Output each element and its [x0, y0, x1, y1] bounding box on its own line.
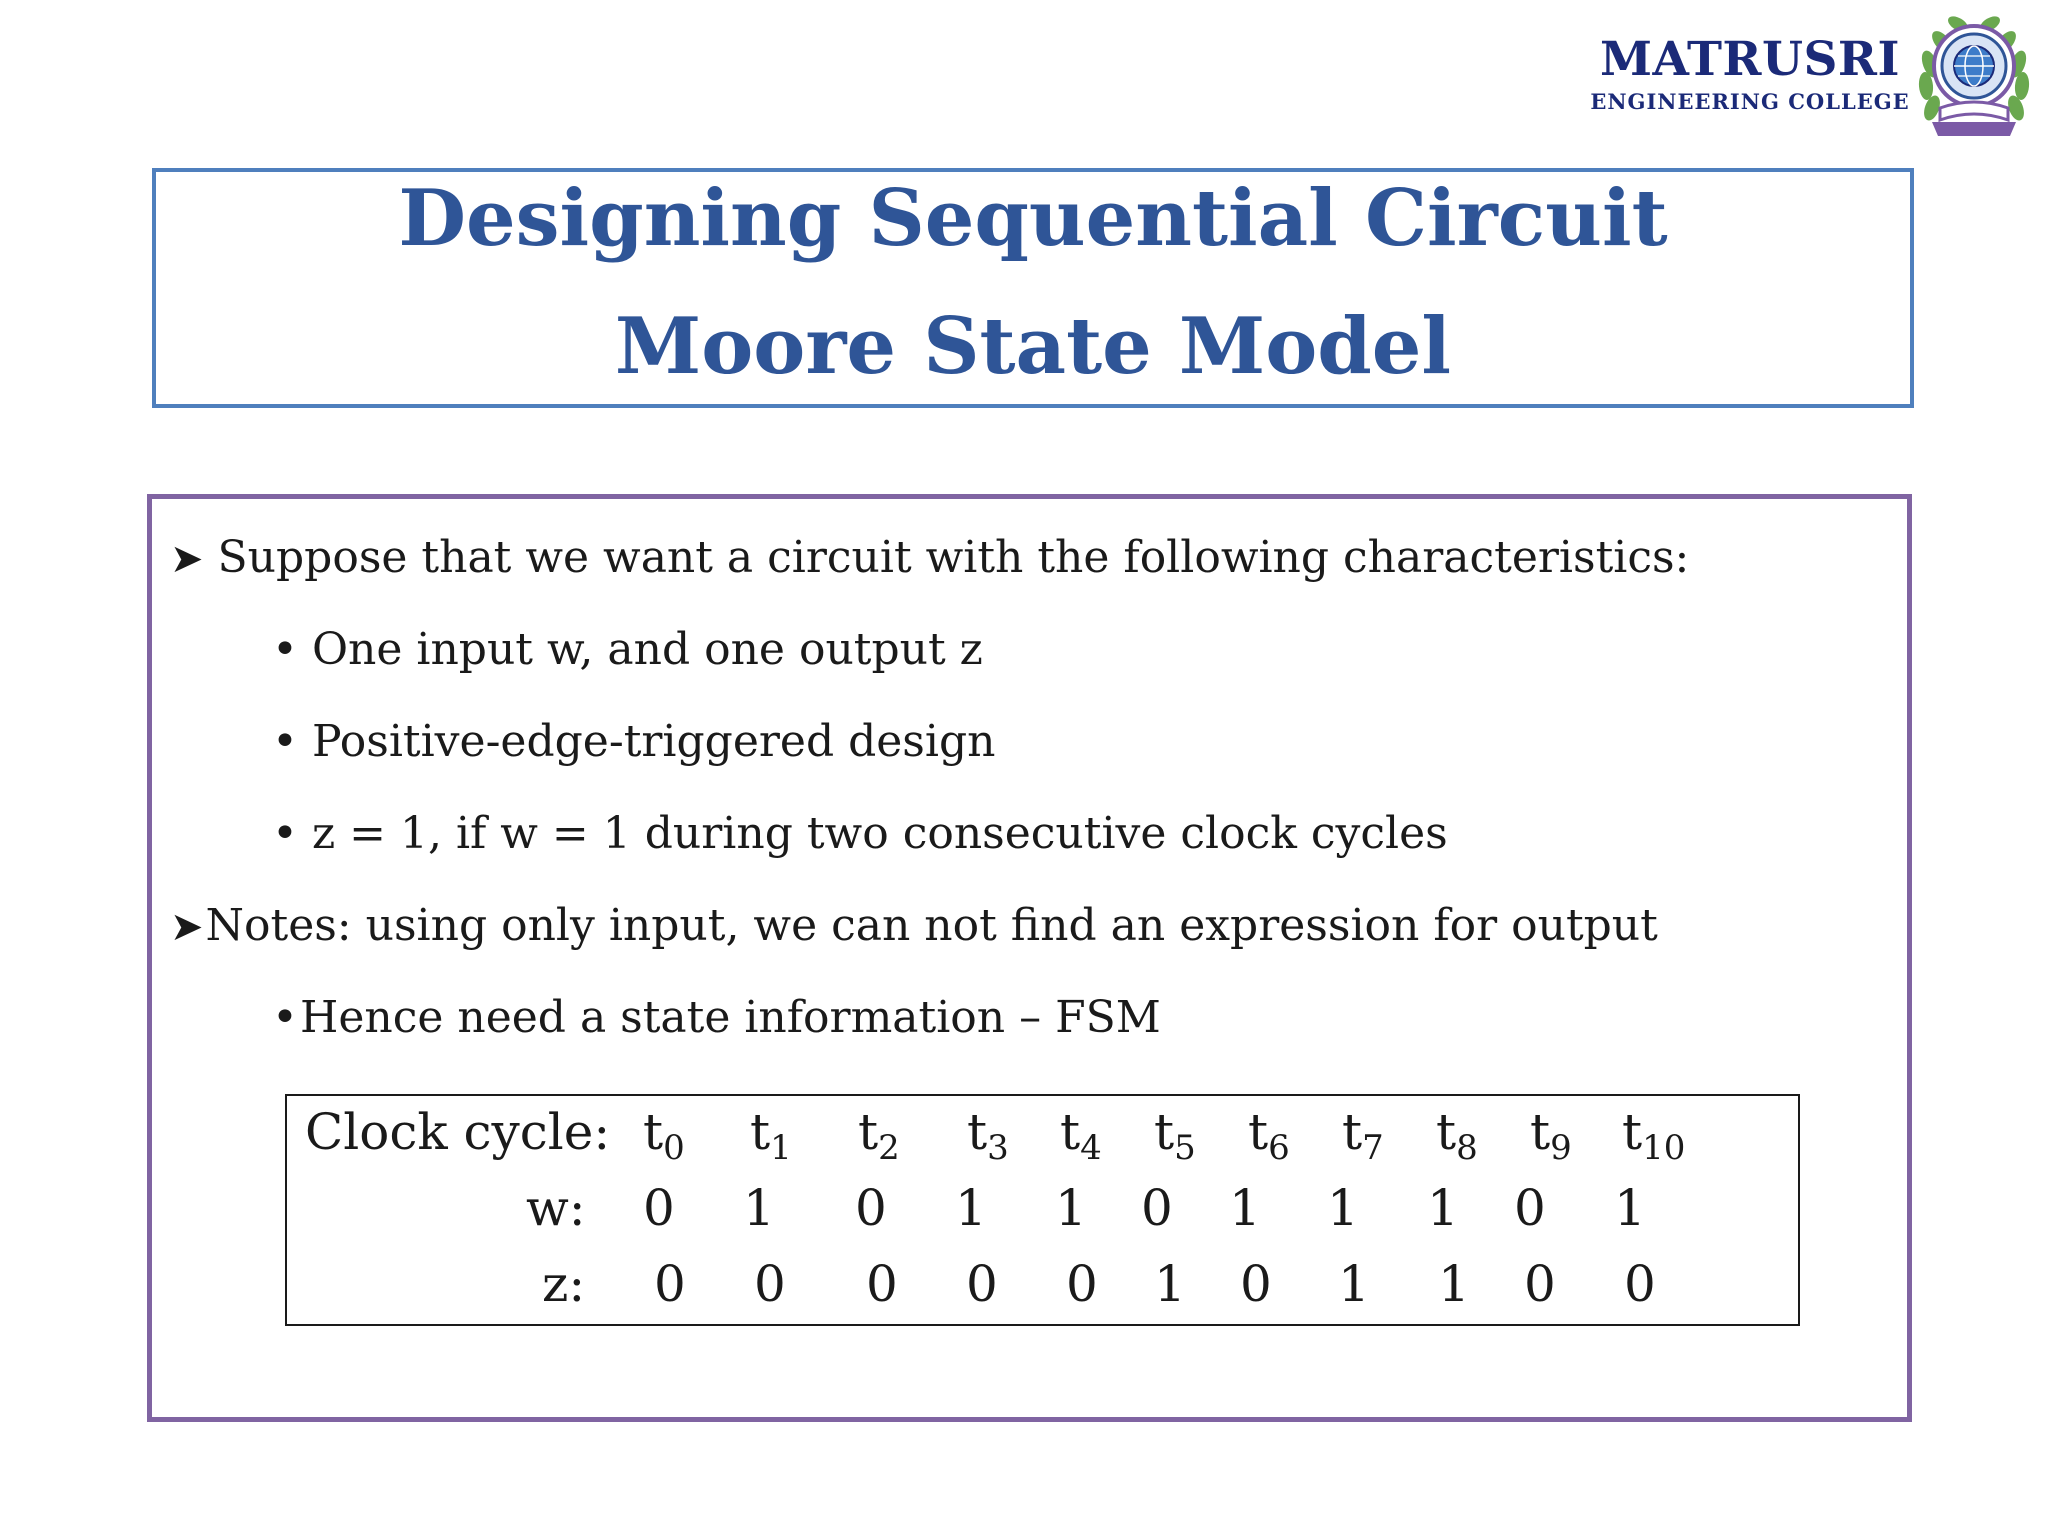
clock-cycle-index: 2 [878, 1128, 900, 1168]
clock-cycle-index: 0 [663, 1128, 685, 1168]
dot-bullet-icon: • [272, 808, 298, 859]
clock-cycle-letter: t [1342, 1103, 1363, 1161]
clock-cycle-index: 3 [987, 1128, 1009, 1168]
arrowhead-bullet-icon: ➤ [170, 904, 204, 950]
clock-cycle-letter: t [858, 1103, 879, 1161]
bullet-text: Notes: using only input, we can not find an expression for output [205, 900, 1658, 951]
w-value-cell: 1 [1229, 1179, 1261, 1237]
clock-cycle-letter: t [1530, 1103, 1551, 1161]
dot-bullet-icon: • [272, 992, 298, 1043]
clock-cycle-header [1154, 1102, 1196, 1168]
clock-cycle-header [1436, 1102, 1478, 1168]
clock-cycle-letter: t [1436, 1103, 1457, 1161]
sub-bullet-text: Positive-edge-triggered design [311, 716, 996, 767]
bullet-text: Suppose that we want a circuit with the following characteristics: [217, 532, 1690, 583]
clock-cycle-header [643, 1102, 685, 1168]
w-value-cell: 0 [643, 1179, 675, 1237]
clock-cycle-letter: t [1154, 1103, 1175, 1161]
clock-cycle-header [1060, 1102, 1102, 1168]
college-name: MATRUSRI [1600, 32, 1900, 87]
z-value-cell: 0 [1066, 1255, 1098, 1313]
w-value-cell: 1 [1055, 1179, 1087, 1237]
clock-cycle-header [750, 1102, 792, 1168]
clock-cycle-index: 9 [1550, 1128, 1572, 1168]
clock-cycle-label: Clock cycle: [305, 1103, 611, 1161]
w-value-cell: 1 [743, 1179, 775, 1237]
clock-cycle-letter: t [967, 1103, 988, 1161]
clock-cycle-header [1622, 1102, 1686, 1168]
clock-cycle-letter: t [750, 1103, 771, 1161]
w-value-cell: 1 [955, 1179, 987, 1237]
clock-cycle-index: 8 [1456, 1128, 1478, 1168]
clock-cycle-letter: t [1622, 1103, 1643, 1161]
z-row-label: z: [542, 1255, 586, 1313]
clock-cycle-index: 4 [1080, 1128, 1102, 1168]
z-value-cell: 0 [1240, 1255, 1272, 1313]
clock-cycle-header [967, 1102, 1009, 1168]
z-value-cell: 1 [1338, 1255, 1370, 1313]
bullet-item [170, 898, 1658, 955]
slide-title-line-1: Designing Sequential Circuit [398, 173, 1668, 264]
arrowhead-bullet-icon: ➤ [170, 536, 204, 582]
w-value-cell: 0 [1514, 1179, 1546, 1237]
w-value-cell: 1 [1614, 1179, 1646, 1237]
w-value-cell: 1 [1427, 1179, 1459, 1237]
clock-cycle-letter: t [643, 1103, 664, 1161]
sub-bullet-text: Hence need a state information – FSM [299, 992, 1161, 1043]
clock-cycle-header [1530, 1102, 1572, 1168]
sub-bullet-item [272, 714, 995, 770]
z-value-cell: 0 [1524, 1255, 1556, 1313]
sub-bullet-item [272, 622, 983, 678]
clock-cycle-index: 10 [1642, 1128, 1686, 1168]
college-emblem-icon [1912, 4, 2036, 144]
clock-cycle-header [858, 1102, 900, 1168]
z-value-cell: 0 [966, 1255, 998, 1313]
clock-cycle-header [1248, 1102, 1290, 1168]
z-value-cell: 1 [1438, 1255, 1470, 1313]
z-value-cell: 0 [1624, 1255, 1656, 1313]
dot-bullet-icon: • [272, 716, 298, 767]
w-value-cell: 0 [1141, 1179, 1173, 1237]
clock-cycle-index: 6 [1268, 1128, 1290, 1168]
dot-bullet-icon: • [272, 624, 298, 675]
sub-bullet-item [272, 990, 1161, 1046]
bullet-item [170, 530, 1689, 587]
sub-bullet-item [272, 806, 1448, 862]
clock-cycle-index: 7 [1362, 1128, 1384, 1168]
sub-bullet-text: One input w, and one output z [311, 624, 983, 675]
w-row-label: w: [526, 1179, 586, 1237]
slide-title-line-2: Moore State Model [614, 301, 1452, 392]
w-value-cell: 0 [855, 1179, 887, 1237]
slide-title-box [152, 168, 1914, 408]
w-value-cell: 1 [1327, 1179, 1359, 1237]
clock-cycle-index: 1 [770, 1128, 792, 1168]
z-value-cell: 0 [654, 1255, 686, 1313]
z-value-cell: 0 [866, 1255, 898, 1313]
z-value-cell: 1 [1154, 1255, 1186, 1313]
z-value-cell: 0 [754, 1255, 786, 1313]
clock-cycle-letter: t [1060, 1103, 1081, 1161]
clock-cycle-index: 5 [1174, 1128, 1196, 1168]
clock-cycle-header [1342, 1102, 1384, 1168]
logo-text [1590, 32, 1910, 116]
college-subtitle: ENGINEERING COLLEGE [1590, 89, 1910, 114]
sub-bullet-text: z = 1, if w = 1 during two consecutive clock cycles [311, 808, 1448, 859]
college-logo [1590, 2, 2040, 142]
clock-cycle-letter: t [1248, 1103, 1269, 1161]
